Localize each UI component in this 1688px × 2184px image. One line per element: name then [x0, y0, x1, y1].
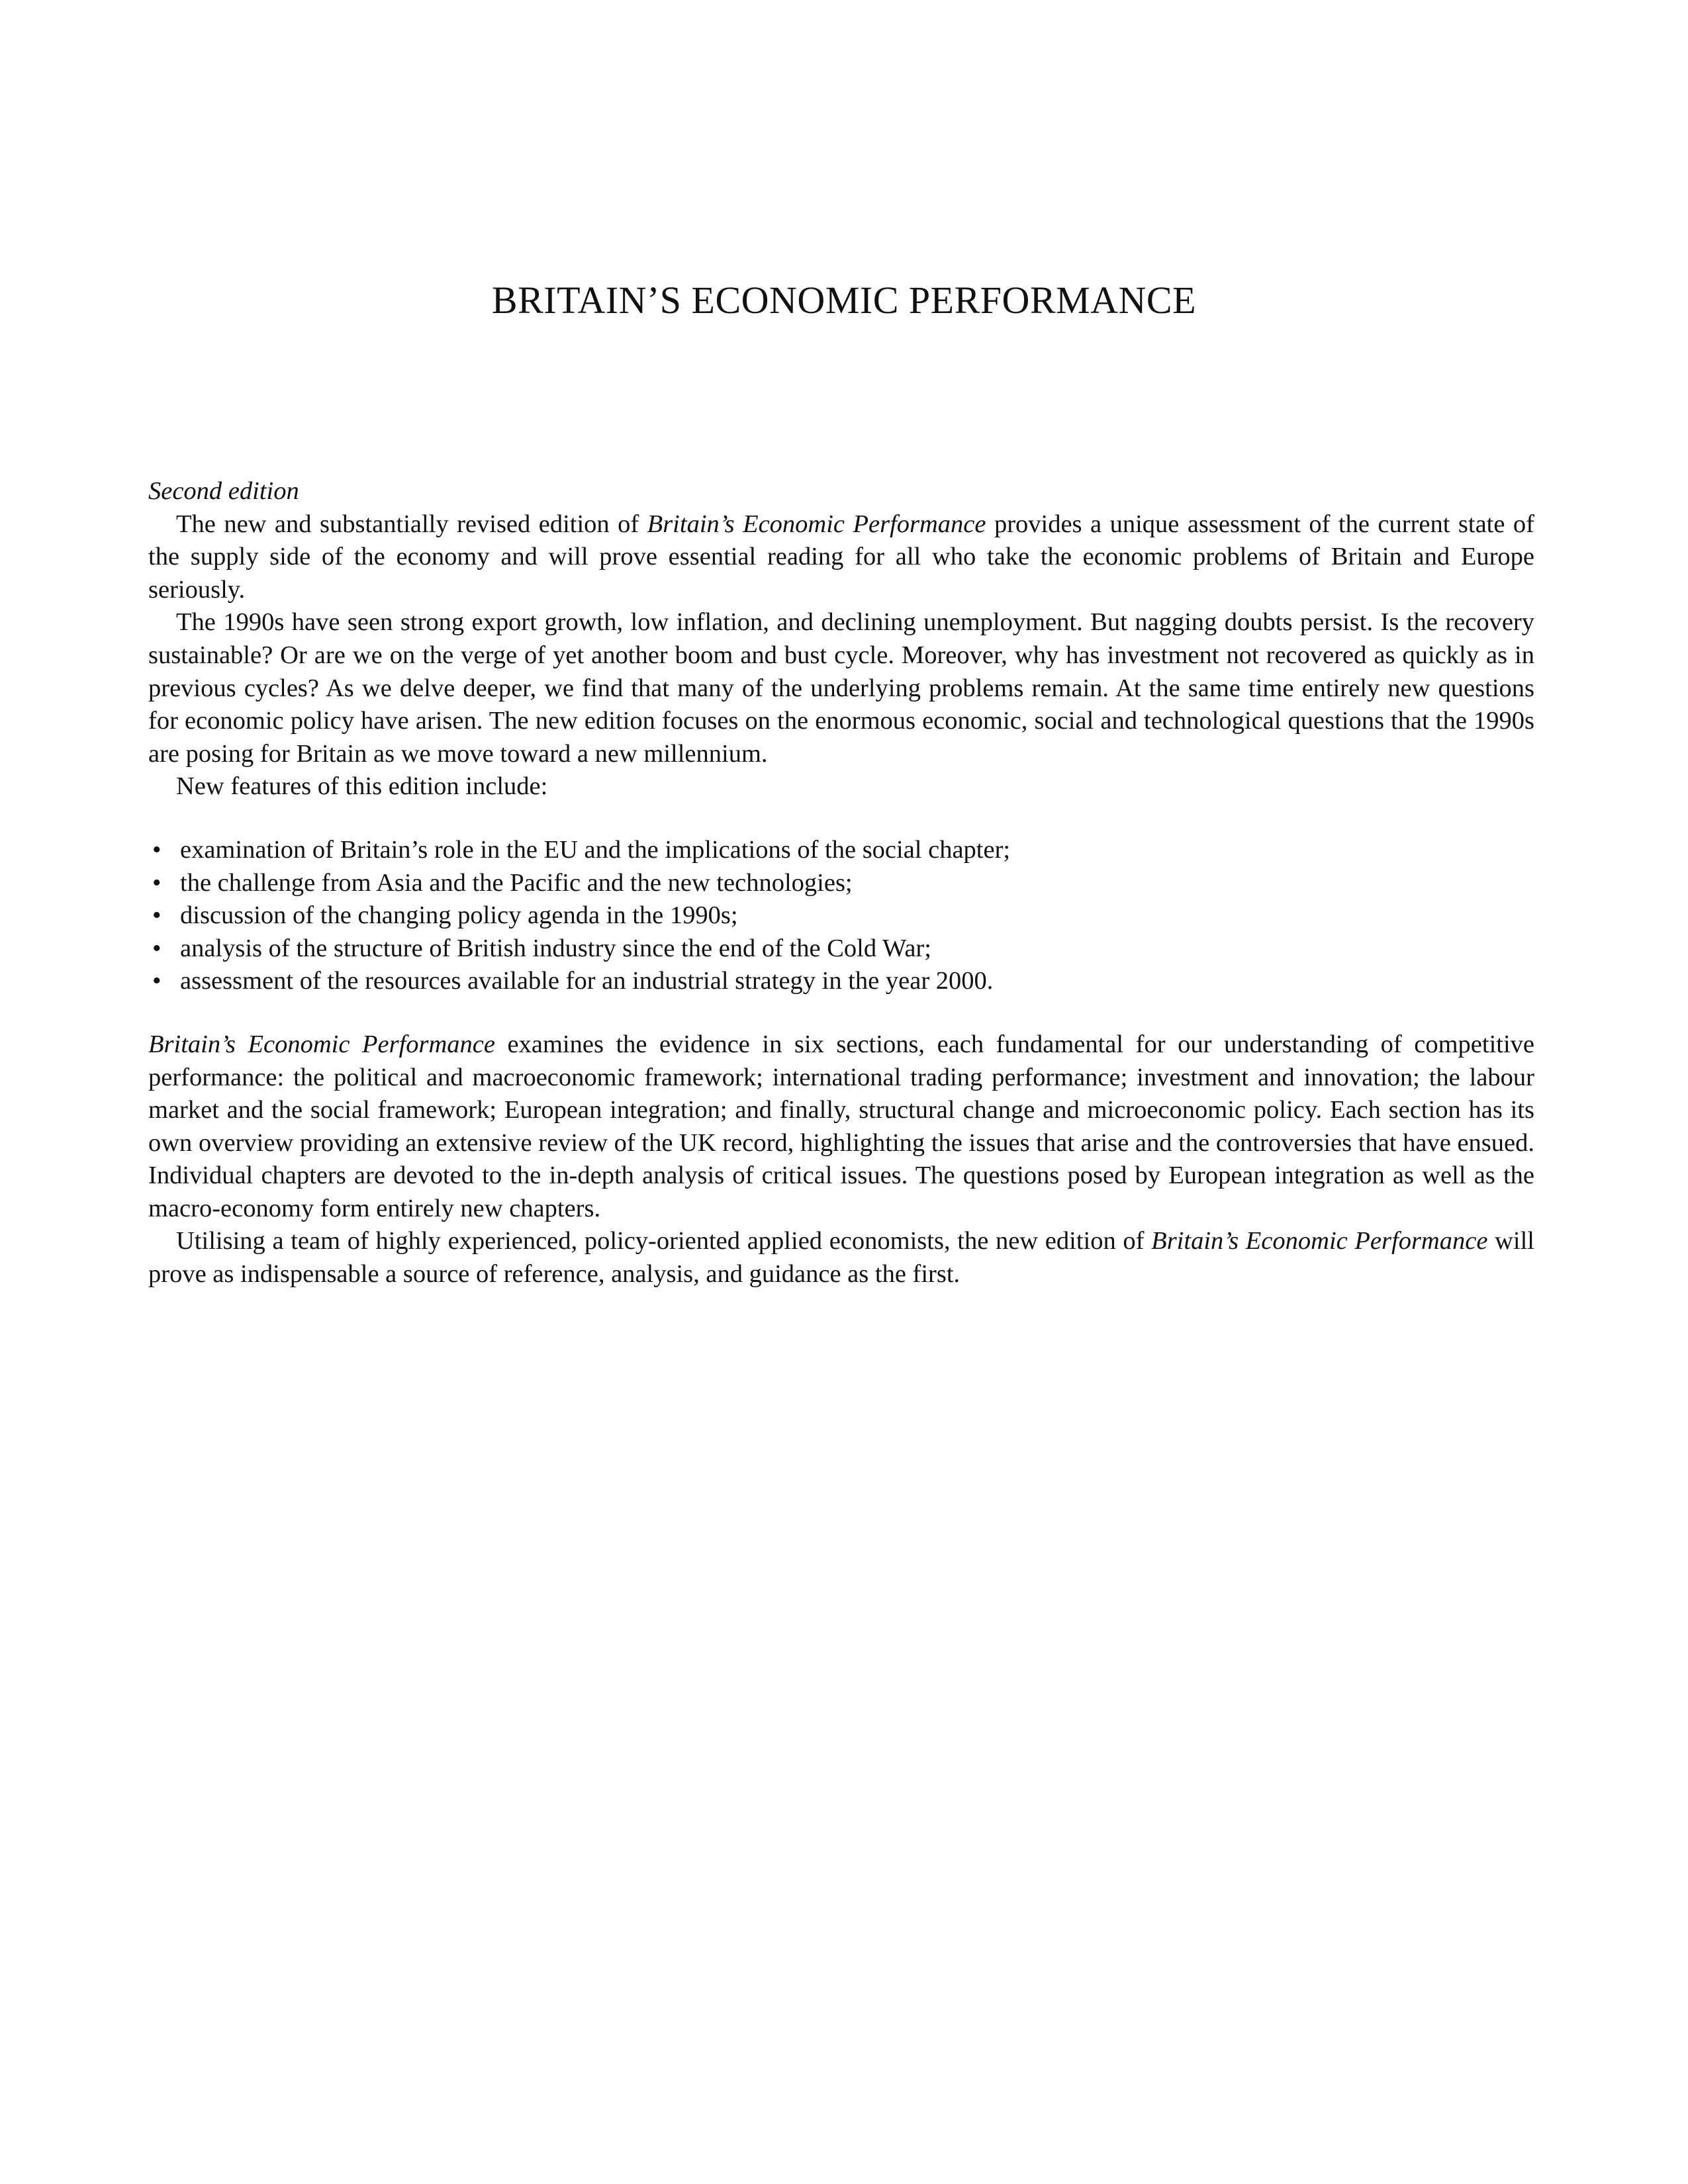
intro-text-end: provides a unique assessment of the current state of the supply side of the economy and will prove essential reading for all who take the economic problems of Britain and Europe seriously. [148, 510, 1534, 604]
sections-text: examines the evidence in six sections, each fundamental for our understanding of competitive performance: the political and macroeconomic framework; international trading performance; investment and innovation; the labour market and the social framework; European integration; and finally, structural change and microeconomic policy. Each section has its own overview providing an extensive review of the UK record, highlighting the issues that arise and the controversies that have ensued. Individual chapters are devoted to the in-depth analysis of critical issues. The questions posed by European integration as well as the macro-economy form entirely new chapters. [148, 1030, 1534, 1222]
bullet-icon: • [152, 901, 162, 930]
list-item-text: assessment of the resources available for an industrial strategy in the year 2000. [180, 967, 994, 995]
bullet-icon: • [152, 835, 162, 864]
edition-label: Second edition [148, 477, 299, 505]
list-item-text: discussion of the changing policy agenda in the 1990s; [180, 901, 738, 930]
intro-paragraph [148, 508, 1534, 607]
closing-text-start: Utilising a team of highly experienced, policy-oriented applied economists, the new edition of [176, 1227, 1152, 1255]
book-title-ref: Britain’s Economic Performance [647, 510, 986, 538]
intro-text-start: The new and substantially revised edition of [176, 510, 647, 538]
list-item [148, 965, 1534, 998]
list-item [148, 867, 1534, 900]
list-item [148, 933, 1534, 966]
sections-paragraph [148, 1028, 1534, 1226]
features-intro: New features of this edition include: [176, 772, 548, 801]
closing-text-end: will prove as indispensable a source of reference, analysis, and guidance as the first. [148, 1227, 1534, 1289]
closing-paragraph [148, 1225, 1534, 1291]
list-item-text: the challenge from Asia and the Pacific and the new technologies; [180, 868, 853, 897]
list-item [148, 899, 1534, 933]
document-body [148, 475, 1534, 1291]
context-paragraph: The 1990s have seen strong export growth, low inflation, and declining unemployment. But nagging doubts persist. Is the recovery sustainable? Or are we on the verge of yet another boom and bust cycle. Moreover, why has investment not recovered as quickly as in previous cycles? As we delve deeper, we find that many of the underlying problems remain. At the same time entirely new questions for economic policy have arisen. The new edition focuses on the enormous economic, social and technological questions that the 1990s are posing for Britain as we move toward a new millennium. [148, 608, 1534, 768]
list-item-text: examination of Britain’s role in the EU and the implications of the social chapter; [180, 835, 1011, 864]
list-item-text: analysis of the structure of British industry since the end of the Cold War; [180, 934, 931, 962]
bullet-icon: • [152, 934, 162, 962]
features-list [148, 834, 1534, 998]
book-title-ref: Britain’s Economic Performance [1151, 1227, 1488, 1255]
page-title: BRITAIN’S ECONOMIC PERFORMANCE [491, 279, 1197, 322]
bullet-icon: • [152, 967, 162, 995]
bullet-icon: • [152, 868, 162, 897]
list-item [148, 834, 1534, 867]
book-title-ref: Britain’s Economic Performance [148, 1030, 495, 1058]
